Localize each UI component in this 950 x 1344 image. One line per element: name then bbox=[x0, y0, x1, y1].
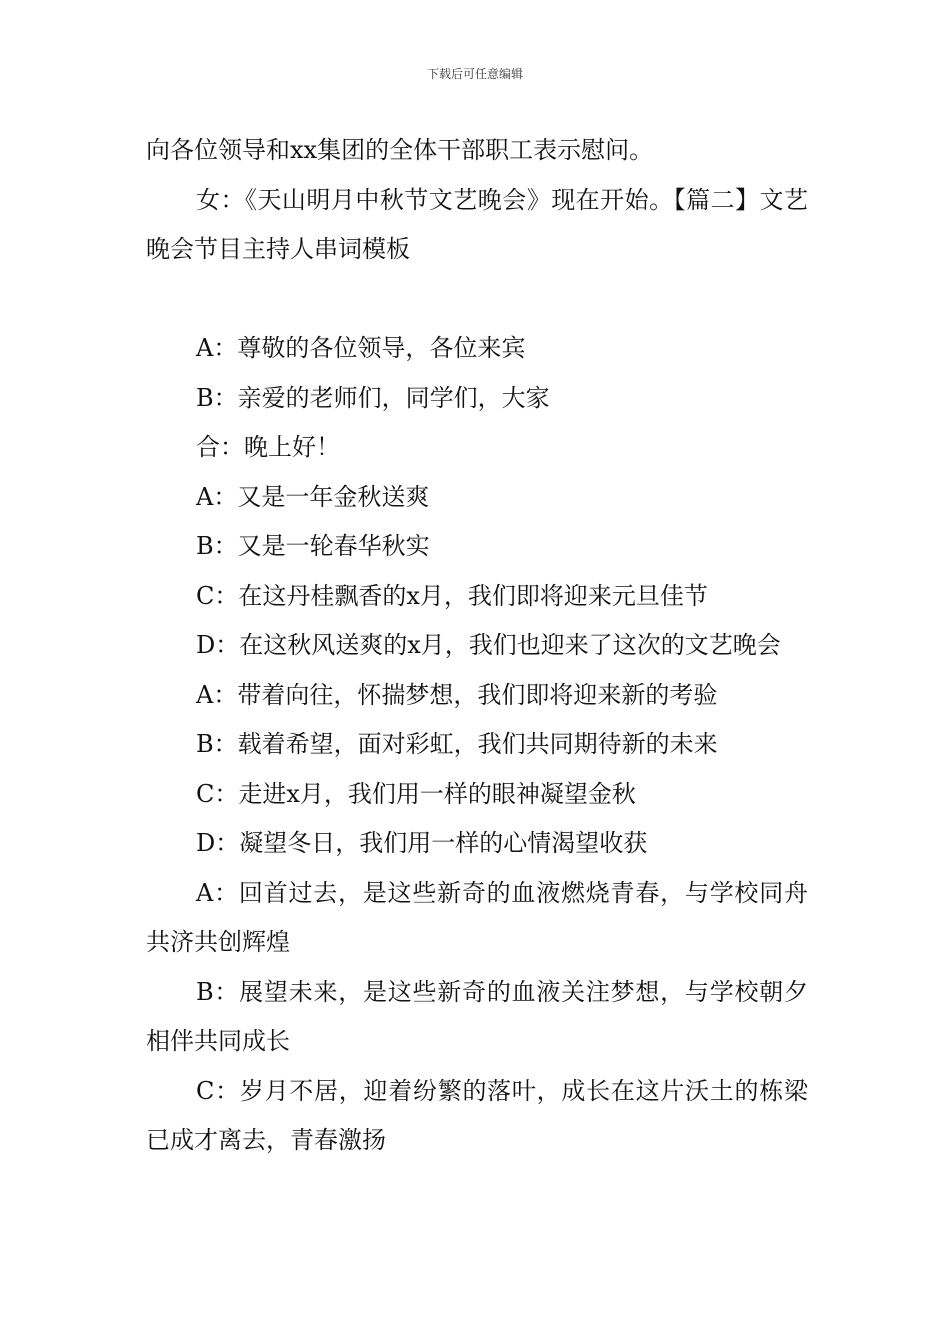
dialogue-line: D：在这秋风送爽的x月，我们也迎来了这次的文艺晚会 bbox=[196, 631, 781, 659]
document-body bbox=[146, 126, 808, 1166]
paragraph: 女：《天山明月中秋节文艺晚会》现在开始。【篇二】文艺晚会节目主持人串词模板 bbox=[146, 185, 808, 263]
dialogue-line: D：凝望冬日，我们用一样的心情渴望收获 bbox=[196, 829, 648, 857]
dialogue-line: B：又是一轮春华秋实 bbox=[196, 532, 430, 560]
dialogue-line: 合：晚上好！ bbox=[196, 433, 340, 461]
dialogue-line: C：走进x月，我们用一样的眼神凝望金秋 bbox=[196, 779, 636, 808]
dialogue-line: A：带着向往，怀揣梦想，我们即将迎来新的考验 bbox=[196, 680, 718, 709]
paragraph: 向各位领导和xx集团的全体干部职工表示慰问。 bbox=[146, 136, 654, 164]
dialogue-line: B：载着希望，面对彩虹，我们共同期待新的未来 bbox=[196, 730, 718, 758]
dialogue-line: B：亲爱的老师们，同学们，大家 bbox=[196, 383, 550, 412]
dialogue-line: A：尊敬的各位领导，各位来宾 bbox=[196, 334, 526, 362]
dialogue-line: C：岁月不居，迎着纷繁的落叶，成长在这片沃土的栋梁已成才离去，青春激扬 bbox=[146, 1076, 808, 1154]
page-header: 下载后可任意编辑 bbox=[426, 67, 523, 81]
dialogue-line: A：回首过去，是这些新奇的血液燃烧青春，与学校同舟共济共创辉煌 bbox=[146, 878, 808, 956]
dialogue-line: B：展望未来，是这些新奇的血液关注梦想，与学校朝夕相伴共同成长 bbox=[146, 977, 808, 1055]
dialogue-line: A：又是一年金秋送爽 bbox=[196, 482, 430, 511]
blank-line bbox=[146, 275, 808, 325]
dialogue-line: C：在这丹桂飘香的x月，我们即将迎来元旦佳节 bbox=[196, 581, 708, 610]
